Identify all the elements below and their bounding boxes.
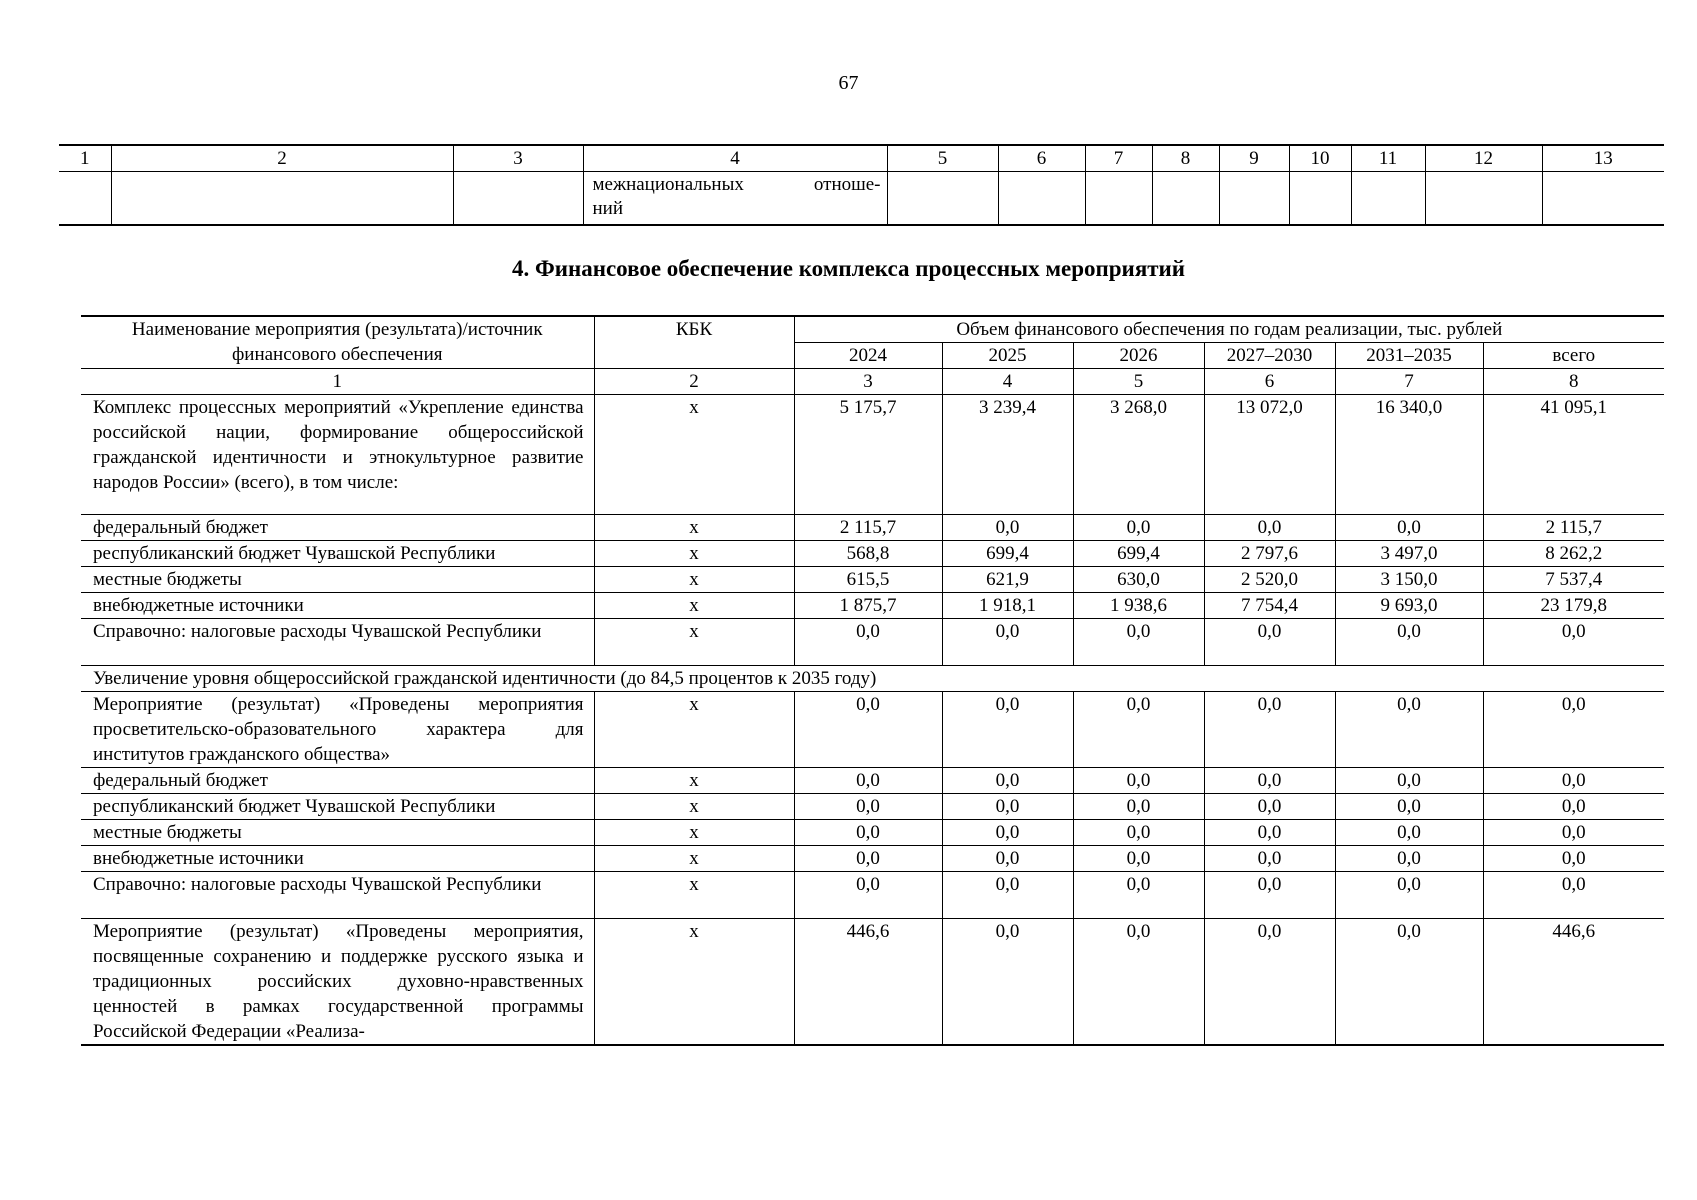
value-cell: 0,0	[1204, 768, 1335, 794]
column-number-cell: 7	[1335, 369, 1483, 395]
row-name-cell: внебюджетные источники	[81, 846, 594, 872]
value-cell: 0,0	[794, 872, 942, 919]
table-row	[81, 541, 1664, 567]
table-row	[59, 172, 1664, 226]
table-cell	[1351, 172, 1425, 226]
column-number-cell: 5	[1073, 369, 1204, 395]
row-name-cell: Мероприятие (результат) «Проведены мероприятия, посвященные сохранению и поддержке русского языка и традиционных российских духовно-нравственных ценностей в рамках государственной программы Российской Федерации «Реализа-	[81, 919, 594, 1046]
row-name-cell: Мероприятие (результат) «Проведены мероприятия просветительско-образовательного характера для институтов гражданского общества»	[81, 692, 594, 768]
table-cell	[1425, 172, 1542, 226]
value-cell: 0,0	[1483, 820, 1664, 846]
year-header-cell: 2026	[1073, 343, 1204, 369]
table-cell	[1219, 172, 1289, 226]
value-cell: 0,0	[942, 846, 1073, 872]
column-number-cell: 10	[1289, 145, 1351, 172]
column-number-cell: 5	[887, 145, 998, 172]
table-row	[81, 820, 1664, 846]
table-row	[81, 768, 1664, 794]
table-cell	[1289, 172, 1351, 226]
kbk-cell: х	[594, 692, 794, 768]
value-cell: 630,0	[1073, 567, 1204, 593]
value-cell: 0,0	[794, 692, 942, 768]
value-cell: 0,0	[794, 619, 942, 666]
kbk-cell: х	[594, 820, 794, 846]
value-cell: 0,0	[1204, 872, 1335, 919]
value-cell: 0,0	[1483, 619, 1664, 666]
column-number-cell: 8	[1483, 369, 1664, 395]
column-number-row	[59, 145, 1664, 172]
table-row	[81, 666, 1664, 692]
value-cell: 2 115,7	[794, 515, 942, 541]
value-cell: 0,0	[1483, 692, 1664, 768]
kbk-cell: х	[594, 515, 794, 541]
value-cell: 2 520,0	[1204, 567, 1335, 593]
value-cell: 0,0	[1335, 619, 1483, 666]
value-cell: 0,0	[1335, 692, 1483, 768]
kbk-cell: х	[594, 395, 794, 515]
value-cell: 621,9	[942, 567, 1073, 593]
financing-table	[81, 315, 1664, 1046]
value-cell: 446,6	[794, 919, 942, 1046]
value-cell: 568,8	[794, 541, 942, 567]
table-row	[81, 794, 1664, 820]
column-number-cell: 3	[794, 369, 942, 395]
table-row	[81, 619, 1664, 666]
value-cell: 0,0	[1073, 872, 1204, 919]
column-number-cell: 2	[594, 369, 794, 395]
value-cell: 9 693,0	[1335, 593, 1483, 619]
value-cell: 0,0	[1073, 919, 1204, 1046]
value-cell: 0,0	[1335, 820, 1483, 846]
cell-text-line: межнациональных отноше-	[592, 174, 881, 195]
table-row	[81, 567, 1664, 593]
value-cell: 0,0	[942, 820, 1073, 846]
value-cell: 0,0	[1073, 846, 1204, 872]
table-cell	[1152, 172, 1219, 226]
row-name-cell: республиканский бюджет Чувашской Республики	[81, 794, 594, 820]
value-cell: 0,0	[1204, 846, 1335, 872]
value-cell: 0,0	[1073, 692, 1204, 768]
value-cell: 0,0	[1073, 515, 1204, 541]
value-cell: 0,0	[794, 768, 942, 794]
value-cell: 23 179,8	[1483, 593, 1664, 619]
value-cell: 615,5	[794, 567, 942, 593]
table-row	[81, 872, 1664, 919]
value-cell: 5 175,7	[794, 395, 942, 515]
value-cell: 3 268,0	[1073, 395, 1204, 515]
value-cell: 0,0	[1483, 768, 1664, 794]
goal-row-cell: Увеличение уровня общероссийской гражданской идентичности (до 84,5 процентов к 2035 году)	[81, 666, 1664, 692]
value-cell: 2 797,6	[1204, 541, 1335, 567]
column-number-cell: 1	[59, 145, 111, 172]
value-cell: 0,0	[1204, 820, 1335, 846]
table-row	[81, 395, 1664, 515]
table-cell	[1085, 172, 1152, 226]
value-cell: 16 340,0	[1335, 395, 1483, 515]
table-cell	[1542, 172, 1664, 226]
column-number-cell: 3	[453, 145, 583, 172]
value-cell: 13 072,0	[1204, 395, 1335, 515]
year-header-cell: 2024	[794, 343, 942, 369]
value-cell: 3 150,0	[1335, 567, 1483, 593]
table-cell	[998, 172, 1085, 226]
value-cell: 0,0	[1204, 794, 1335, 820]
kbk-cell: х	[594, 541, 794, 567]
column-number-cell: 13	[1542, 145, 1664, 172]
value-cell: 0,0	[942, 692, 1073, 768]
column-number-cell: 1	[81, 369, 594, 395]
table-cell	[111, 172, 453, 226]
value-cell: 0,0	[1073, 794, 1204, 820]
value-cell: 699,4	[942, 541, 1073, 567]
year-header-cell: всего	[1483, 343, 1664, 369]
value-cell: 0,0	[942, 515, 1073, 541]
value-cell: 0,0	[942, 872, 1073, 919]
row-name-cell: Комплекс процессных мероприятий «Укрепление единства российской нации, формирование общероссийской гражданской идентичности и этнокультурное развитие народов России» (всего), в том числе:	[81, 395, 594, 515]
value-cell: 0,0	[1483, 846, 1664, 872]
value-cell: 0,0	[794, 794, 942, 820]
kbk-cell: х	[594, 872, 794, 919]
column-number-row	[81, 369, 1664, 395]
column-number-cell: 7	[1085, 145, 1152, 172]
table-row	[81, 515, 1664, 541]
table-cell	[453, 172, 583, 226]
column-number-cell: 8	[1152, 145, 1219, 172]
column-number-cell: 11	[1351, 145, 1425, 172]
value-cell: 0,0	[794, 846, 942, 872]
column-number-cell: 9	[1219, 145, 1289, 172]
kbk-cell: х	[594, 919, 794, 1046]
value-cell: 0,0	[1204, 692, 1335, 768]
value-cell: 0,0	[1073, 820, 1204, 846]
value-cell: 0,0	[1335, 794, 1483, 820]
value-cell: 3 239,4	[942, 395, 1073, 515]
value-cell: 0,0	[942, 919, 1073, 1046]
value-cell: 0,0	[1483, 794, 1664, 820]
value-cell: 699,4	[1073, 541, 1204, 567]
table-row	[81, 692, 1664, 768]
row-name-cell: местные бюджеты	[81, 567, 594, 593]
table-row	[81, 593, 1664, 619]
value-cell: 1 918,1	[942, 593, 1073, 619]
header-row	[81, 316, 1664, 343]
value-cell: 7 537,4	[1483, 567, 1664, 593]
value-cell: 0,0	[1073, 768, 1204, 794]
value-cell: 0,0	[1335, 768, 1483, 794]
continued-table	[59, 144, 1664, 226]
table-cell	[887, 172, 998, 226]
column-number-cell: 4	[942, 369, 1073, 395]
value-cell: 7 754,4	[1204, 593, 1335, 619]
row-name-cell: Справочно: налоговые расходы Чувашской Республики	[81, 619, 594, 666]
value-cell: 0,0	[1204, 619, 1335, 666]
value-cell: 2 115,7	[1483, 515, 1664, 541]
value-cell: 0,0	[1073, 619, 1204, 666]
row-name-cell: местные бюджеты	[81, 820, 594, 846]
kbk-cell: х	[594, 567, 794, 593]
value-cell: 0,0	[1335, 515, 1483, 541]
kbk-cell: х	[594, 593, 794, 619]
table-row	[81, 919, 1664, 1046]
value-cell: 1 875,7	[794, 593, 942, 619]
row-name-cell: внебюджетные источники	[81, 593, 594, 619]
year-header-cell: 2031–2035	[1335, 343, 1483, 369]
table-cell	[583, 172, 887, 226]
row-name-cell: федеральный бюджет	[81, 515, 594, 541]
value-cell: 0,0	[1335, 919, 1483, 1046]
section-title: 4. Финансовое обеспечение комплекса процессных мероприятий	[511, 256, 1186, 281]
row-name-cell: федеральный бюджет	[81, 768, 594, 794]
row-name-cell: Справочно: налоговые расходы Чувашской Республики	[81, 872, 594, 919]
header-name-cell: Наименование мероприятия (результата)/источник финансового обеспечения	[81, 316, 594, 369]
kbk-cell: х	[594, 619, 794, 666]
kbk-cell: х	[594, 794, 794, 820]
value-cell: 0,0	[942, 794, 1073, 820]
kbk-cell: х	[594, 846, 794, 872]
value-cell: 3 497,0	[1335, 541, 1483, 567]
value-cell: 0,0	[1335, 872, 1483, 919]
value-cell: 0,0	[1335, 846, 1483, 872]
header-volume-cell: Объем финансового обеспечения по годам реализации, тыс. рублей	[794, 316, 1664, 343]
table-row	[81, 846, 1664, 872]
value-cell: 41 095,1	[1483, 395, 1664, 515]
value-cell: 0,0	[942, 619, 1073, 666]
kbk-cell: х	[594, 768, 794, 794]
header-kbk-cell: КБК	[594, 316, 794, 369]
table-cell	[59, 172, 111, 226]
value-cell: 0,0	[794, 820, 942, 846]
value-cell: 446,6	[1483, 919, 1664, 1046]
value-cell: 0,0	[942, 768, 1073, 794]
cell-text-line: ний	[592, 198, 624, 219]
year-header-cell: 2025	[942, 343, 1073, 369]
value-cell: 0,0	[1204, 919, 1335, 1046]
column-number-cell: 4	[583, 145, 887, 172]
column-number-cell: 12	[1425, 145, 1542, 172]
page-number: 67	[838, 72, 859, 94]
value-cell: 0,0	[1483, 872, 1664, 919]
value-cell: 8 262,2	[1483, 541, 1664, 567]
column-number-cell: 2	[111, 145, 453, 172]
column-number-cell: 6	[1204, 369, 1335, 395]
row-name-cell: республиканский бюджет Чувашской Республики	[81, 541, 594, 567]
column-number-cell: 6	[998, 145, 1085, 172]
value-cell: 0,0	[1204, 515, 1335, 541]
year-header-cell: 2027–2030	[1204, 343, 1335, 369]
value-cell: 1 938,6	[1073, 593, 1204, 619]
